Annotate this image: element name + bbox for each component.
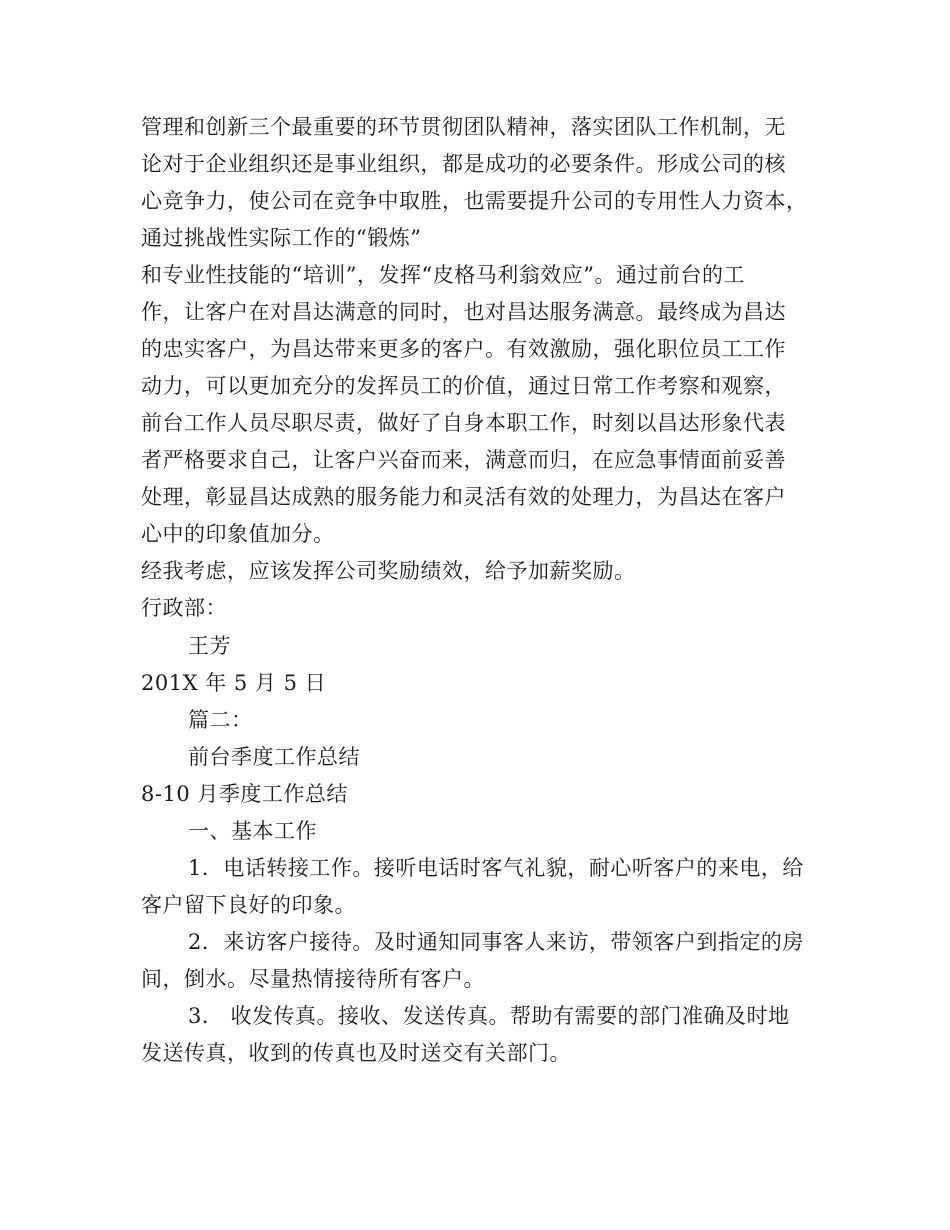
body-line: 和专业性技能的“培训”，发挥“皮格马利翁效应”。通过前台的工 bbox=[141, 263, 745, 287]
body-line: 心竞争力，使公司在竞争中取胜，也需要提升公司的专用性人力资本， bbox=[141, 189, 808, 213]
body-line: 前台工作人员尽职尽责，做好了自身本职工作，时刻以昌达形象代表 bbox=[141, 411, 786, 435]
department-label: 行政部： bbox=[141, 596, 227, 620]
body-line: 心中的印象值加分。 bbox=[141, 522, 335, 546]
list-item-1: 1．电话转接工作。接听电话时客气礼貌，耐心听客户的来电，给 bbox=[188, 856, 804, 880]
body-line: 通过挑战性实际工作的“锻炼” bbox=[141, 226, 422, 250]
section-title: 前台季度工作总结 bbox=[188, 745, 360, 769]
section-subtitle: 8-10 月季度工作总结 bbox=[141, 782, 348, 806]
body-line: 动力，可以更加充分的发挥员工的价值，通过日常工作考察和观察， bbox=[141, 374, 786, 398]
list-item-1-continued: 客户留下良好的印象。 bbox=[141, 893, 356, 917]
list-item-2-continued: 间，倒水。尽量热情接待所有客户。 bbox=[141, 967, 485, 991]
list-item-3-continued: 发送传真，收到的传真也及时送交有关部门。 bbox=[141, 1041, 571, 1065]
section-label: 篇二： bbox=[188, 708, 253, 732]
signature-name: 王芳 bbox=[188, 634, 231, 658]
body-line: 处理，彰显昌达成熟的服务能力和灵活有效的处理力，为昌达在客户 bbox=[141, 485, 786, 509]
body-line: 的忠实客户，为昌达带来更多的客户。有效激励，强化职位员工工作 bbox=[141, 337, 786, 361]
date-line: 201X 年 5 月 5 日 bbox=[141, 671, 327, 695]
list-item-2: 2．来访客户接待。及时通知同事客人来访，带领客户到指定的房 bbox=[188, 930, 804, 954]
list-item-3: 3． 收发传真。接收、发送传真。帮助有需要的部门准确及时地 bbox=[188, 1004, 790, 1028]
body-line: 论对于企业组织还是事业组织，都是成功的必要条件。形成公司的核 bbox=[141, 152, 786, 176]
body-line: 者严格要求自己，让客户兴奋而来，满意而归，在应急事情面前妥善 bbox=[141, 448, 786, 472]
body-line: 经我考虑，应该发挥公司奖励绩效，给予加薪奖励。 bbox=[141, 559, 636, 583]
heading-basic-work: 一、基本工作 bbox=[188, 819, 317, 843]
body-line: 作，让客户在对昌达满意的同时，也对昌达服务满意。最终成为昌达 bbox=[141, 300, 786, 324]
body-line: 管理和创新三个最重要的环节贯彻团队精神，落实团队工作机制，无 bbox=[141, 115, 786, 139]
